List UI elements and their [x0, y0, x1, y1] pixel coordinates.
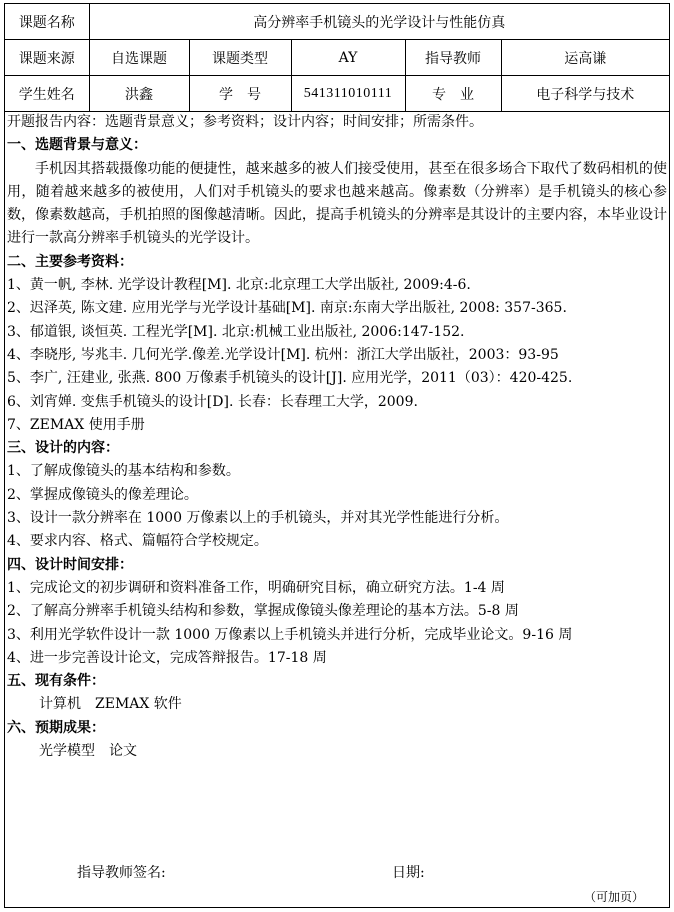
header-row-student — [5, 76, 669, 112]
section-1-text: 手机因其搭载摄像功能的便捷性，越来越多的被人们接受使用，甚至在很多场合下取代了数码相机的使用，随着越来越多的被使用，人们对手机镜头的要求也越来越高。像素数（分辨率）是手机镜头的核心参数，像素数越高，手机拍照的图像越清晰。因此，提高手机镜头的分辨率是其设计的主要内容，本毕业设计进行一款高分辨率手机镜头的光学设计。 — [7, 160, 667, 247]
outcomes-text: 光学模型 论文 — [39, 743, 137, 760]
schedule-item: 2、了解高分辨率手机镜头结构和参数，掌握成像镜头像差理论的基本方法。5-8 周 — [7, 603, 519, 620]
major-value: 电子科学与技术 — [501, 76, 669, 112]
section-4-title: 四、设计时间安排： — [7, 556, 133, 573]
report-body — [7, 111, 667, 763]
label-type: 课题类型 — [189, 40, 291, 76]
label-major: 专 业 — [405, 76, 501, 112]
section-1-title: 一、选题背景与意义： — [7, 137, 147, 154]
reference-item: 1、黄一帆, 李林. 光学设计教程[M]. 北京:北京理工大学出版社, 2009:4-6. — [7, 277, 471, 294]
advisor-value: 运高谦 — [501, 40, 669, 76]
date-label: 日期: — [392, 865, 425, 881]
schedule-item: 3、利用光学软件设计一款 1000 万像素以上手机镜头并进行分析，完成毕业论文。9-16 周 — [7, 626, 573, 643]
reference-item: 2、迟泽英, 陈文建. 应用光学与光学设计基础[M]. 南京:东南大学出版社, 2008: 357-365. — [7, 300, 567, 317]
header-row-source — [5, 40, 669, 76]
content-item: 2、掌握成像镜头的像差理论。 — [7, 486, 198, 503]
advisor-signature-label: 指导教师签名: — [77, 865, 166, 881]
topic-value: 高分辨率手机镜头的光学设计与性能仿真 — [89, 4, 669, 40]
conditions-text: 计算机 ZEMAX 软件 — [39, 696, 182, 713]
label-topic: 课题名称 — [5, 4, 89, 40]
reference-item: 6、刘宵婵. 变焦手机镜头的设计[D]. 长春：长春理工大学，2009. — [7, 393, 418, 410]
label-student: 学生姓名 — [5, 76, 89, 112]
label-student-id: 学 号 — [189, 76, 291, 112]
content-item: 3、设计一款分辨率在 1000 万像素以上的手机镜头，并对其光学性能进行分析。 — [7, 510, 509, 527]
content-item: 4、要求内容、格式、篇幅符合学校规定。 — [7, 533, 268, 550]
label-source: 课题来源 — [5, 40, 89, 76]
content-item: 1、了解成像镜头的基本结构和参数。 — [7, 463, 240, 480]
reference-item: 4、李晓彤, 岑兆丰. 几何光学.像差.光学设计[M]. 杭州：浙江大学出版社，2003：93-95 — [7, 346, 559, 363]
proposal-form — [4, 3, 670, 908]
section-5-title: 五、现有条件： — [7, 673, 105, 690]
source-value: 自选课题 — [89, 40, 189, 76]
schedule-item: 1、完成论文的初步调研和资料准备工作，明确研究目标，确立研究方法。1-4 周 — [7, 579, 505, 596]
student-value: 洪鑫 — [89, 76, 189, 112]
section-3-title: 三、设计的内容： — [7, 440, 119, 457]
reference-item: 3、郁道银, 谈恒英. 工程光学[M]. 北京:机械工业出版社, 2006:147-152. — [7, 323, 465, 340]
reference-item: 5、李广, 汪建业, 张燕. 800 万像素手机镜头的设计[J]. 应用光学，2011（03）：420-425. — [7, 370, 573, 387]
intro-line: 开题报告内容：选题背景意义；参考资料；设计内容；时间安排；所需条件。 — [7, 114, 483, 130]
reference-item: 7、ZEMAX 使用手册 — [7, 416, 145, 433]
student-id-value: 541311010111 — [291, 76, 405, 112]
schedule-item: 4、进一步完善设计论文，完成答辩报告。17-18 周 — [7, 649, 327, 666]
header-row-topic — [5, 4, 669, 40]
label-advisor: 指导教师 — [405, 40, 501, 76]
section-2-title: 二、主要参考资料： — [7, 253, 133, 270]
header-table — [5, 4, 669, 112]
section-6-title: 六、预期成果： — [7, 719, 105, 736]
type-value: AY — [291, 40, 405, 76]
add-page-note: （可加页） — [584, 890, 645, 904]
